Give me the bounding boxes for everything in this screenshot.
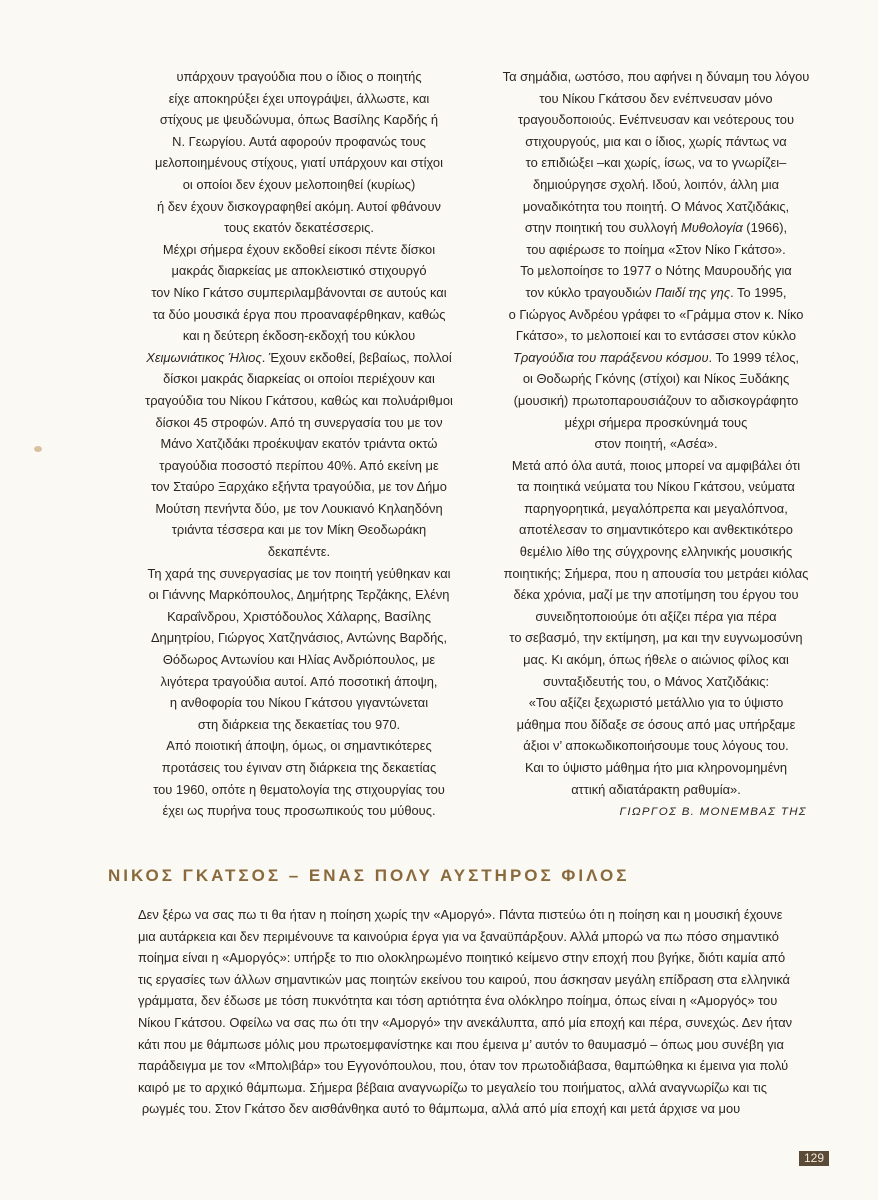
text-line: Και το ύψιστο μάθημα ήτο μια κληρονομημένη [524, 760, 788, 775]
text-line: δεκαπέντε. [267, 544, 331, 560]
text-line: ρωγμές του. Στον Γκάτσο δεν αισθάνθηκα αυτό το θάμπωμα, αλλά από μία εποχή και μετά άρχισε να μου [141, 1101, 741, 1117]
text-line: Θόδωρος Αντωνίου και Ηλίας Ανδριόπουλος, με [162, 652, 436, 668]
text-line: Νίκου Γκάτσου. Οφείλω να σας πω ότι την «Αμοργό» την ανεκάλυπτα, από μία εποχή και πέρα, συνεχώς. Δεν ήταν [138, 1014, 793, 1030]
text-line: ποιητικής; Σήμερα, που η απουσία του μετράει κιόλας [503, 565, 809, 581]
text-line: μακράς διαρκείας με αποκλειστικό στιχουργό [171, 263, 427, 279]
text-line: Γκάτσο», το μελοποιεί και το εντάσσει στον κύκλο [515, 328, 797, 344]
text-line: τις εργασίες των άλλων σημαντικών μας ποιητών εκείνου του καιρού, που άσκησαν μεγάλη επίδραση στα ελληνικά [138, 971, 790, 987]
text-line: κάτι που με θάμπωσε μόλις μου πρωτοεμφανίστηκε και που έμεινα μ’ αυτόν το θαυμασμό – όπως μου συνέβη για [138, 1036, 784, 1052]
paper-speck [34, 446, 42, 452]
text-line: λιγότερα τραγούδια αυτοί. Από ποσοτική άποψη, [160, 673, 438, 689]
section-title: ΝΙΚΟΣ ΓΚΑΤΣΟΣ – ΕΝΑΣ ΠΟΛΥ ΑΥΣΤΗΡΟΣ ΦΙΛΟΣ [108, 866, 630, 885]
text-line: Από ποιοτική άποψη, όμως, οι σημαντικότερες [166, 738, 432, 754]
text-line: και η δεύτερη έκδοση-εκδοχή του κύκλου [182, 328, 416, 344]
text-line: Χειμωνιάτικος Ήλιος. Έχουν εκδοθεί, βεβαίως, πολλοί [146, 349, 452, 365]
text-line: τον Νίκο Γκάτσο συμπεριλαμβάνονται σε αυτούς και [151, 284, 447, 300]
text-line: Τα σημάδια, ωστόσο, που αφήνει η δύναμη του λόγου [502, 69, 810, 84]
text-line: τους εκατόν δεκατέσσερις. [224, 220, 374, 236]
text-line: τα δύο μουσικά έργα που προαναφέρθηκαν, καθώς [152, 306, 446, 322]
text-line: οι Θοδωρής Γκόνης (στίχοι) και Νίκος Ξυδάκης [522, 371, 790, 387]
text-line: γράμματα, δεν έδωσε με τόση πυκνότητα και τόση αρτιότητα ένα ολόκληρο ποίημα, όπως είναι η «Αμοργός» του [138, 993, 778, 1009]
text-line: άξιοι ν’ αποκωδικοποιήσουμε τους λόγους του. [523, 738, 789, 754]
text-line: υπάρχουν τραγούδια που ο ίδιος ο ποιητής [176, 69, 422, 84]
text-line: Δεν ξέρω να σας πω τι θα ήταν η ποίηση χωρίς την «Αμοργό». Πάντα πιστεύω ότι η ποίηση και η μουσική έχουνε [138, 907, 783, 922]
text-line: Καραΐνδρου, Χριστόδουλος Χάλαρης, Βασίλης [167, 608, 431, 624]
text-line: Το μελοποίησε το 1977 ο Νότης Μαυρουδής για [520, 263, 792, 279]
text-line: Μούτση πενήντα δύο, με τον Λουκιανό Κηλαηδόνη [155, 500, 443, 516]
text-line: οι Γιάννης Μαρκόπουλος, Δημήτρης Τερζάκης, Ελένη [148, 587, 450, 603]
text-line: στην ποιητική του συλλογή Μυθολογία (1966), [524, 220, 788, 236]
text-line: προτάσεις του έγιναν στη διάρκεια της δεκαετίας [161, 760, 437, 775]
text-line: Μάνο Χατζιδάκι προέκυψαν εκατόν τριάντα οκτώ [160, 436, 438, 452]
text-line: θεμέλιο λίθο της σύγχρονης ελληνικής μουσικής [519, 544, 793, 560]
text-line: παρηγορητικά, μεγαλόπρεπα και μεγαλόπνοα, [524, 500, 788, 516]
text-line: μελοποιημένους στίχους, γιατί υπάρχουν και στίχοι [155, 155, 443, 171]
text-line: δέκα χρόνια, μαζί με την αποτίμηση του έργου του [513, 587, 799, 603]
text-line: παράδειγμα με τον «Μπολιβάρ» του Εγγονόπουλου, που, όταν τον πρωτοδιάβασα, θαμπώθηκα κι έμεινα για πολύ [138, 1058, 789, 1074]
text-line: ή δεν έχουν δισκογραφηθεί ακόμη. Αυτοί φθάνουν [157, 198, 441, 214]
text-line: συνταξιδευτής του, ο Μάνος Χατζιδάκις: [542, 673, 770, 689]
text-line: μας. Κι ακόμη, όπως ήθελε ο αιώνιος φίλος και [523, 652, 789, 668]
text-line: οι οποίοι δεν έχουν μελοποιηθεί (κυρίως) [182, 176, 416, 192]
text-line: τραγούδια ποσοστό περίπου 40%. Από εκείνη με [159, 457, 439, 473]
text-line: τα ποιητικά νεύματα του Νίκου Γκάτσου, νεύματα [517, 479, 795, 495]
text-line: τραγούδια του Νίκου Γκάτσου, καθώς και πολυάριθμοι [145, 392, 453, 408]
text-line: μέχρι σήμερα προσκύνημά τους [564, 414, 748, 430]
text-line: του αφιέρωσε το ποίημα «Στον Νίκο Γκάτσο». [526, 241, 786, 257]
text-line: είχε αποκηρύξει έχει υπογράψει, άλλωστε, και [168, 90, 430, 106]
text-line: τον Σταύρο Ξαρχάκο εξήντα τραγούδια, με τον Δήμο [151, 479, 447, 495]
text-line: το επιδιώξει –και χωρίς, ίσως, να το γνωρίζει– [525, 155, 787, 171]
text-line: ποίημα είναι η «Αμοργός»: υπήρξε το πιο ολοκληρωμένο ποιητικό κείμενο στην εποχή που βγήκε, διότι καμία από [138, 950, 786, 966]
author-signature: ΓΙΩΡΓΟΣ Β. ΜΟΝΕΜΒΑΣ ΤΗΣ [619, 806, 807, 819]
text-line: Μέχρι σήμερα έχουν εκδοθεί είκοσι πέντε δίσκοι [162, 241, 436, 257]
text-line: Δημητρίου, Γιώργος Χατζηνάσιος, Αντώνης Βαρδής, [150, 630, 448, 646]
text-line: «Του αξίζει ξεχωριστό μετάλλιο για το ύψιστο [528, 695, 784, 711]
text-line: δίσκοι 45 στροφών. Από τη συνεργασία του με τον [155, 414, 443, 430]
left-column [140, 66, 458, 822]
text-line: ο Γιώργος Ανδρέου γράφει το «Γράμμα στον κ. Νίκο [508, 306, 804, 322]
text-line: το σεβασμό, την εκτίμηση, μα και την ευγνωμοσύνη [509, 630, 803, 646]
text-line: τον κύκλο τραγουδιών Παιδί της γης. Το 1995, [525, 284, 787, 300]
page-number: 129 [799, 1151, 829, 1166]
text-line: μια αυτάρκεια και δεν περιμένουνε τα καινούρια έργα για να ξαναϋπάρξουν. Αλλά μπορώ να πω πόσο σημαντικό [138, 928, 779, 944]
essay-body [138, 904, 793, 1120]
text-line: τριάντα τέσσερα και με τον Μίκη Θεοδωράκη [171, 522, 427, 538]
text-line: μοναδικότητα του ποιητή. Ο Μάνος Χατζιδάκις, [522, 198, 790, 214]
text-line: του 1960, οπότε η θεματολογία της στιχουργίας του [153, 781, 445, 797]
text-line: στιχουργούς, μια και ο ίδιος, χωρίς πάντως να [525, 133, 787, 149]
text-line: δίσκοι μακράς διαρκείας οι οποίοι περιέχουν και [163, 371, 435, 387]
text-line: στη διάρκεια της δεκαετίας του 970. [197, 716, 401, 732]
text-line: τραγουδοποιούς. Ενέπνευσαν και νεότερους του [517, 112, 795, 128]
text-line: του Νίκου Γκάτσου δεν ενέπνευσαν μόνο [539, 90, 773, 106]
text-line: στίχους με ψευδώνυμα, όπως Βασίλης Καρδής ή [159, 112, 439, 128]
text-line: Ν. Γεωργίου. Αυτά αφορούν προφανώς τους [172, 133, 426, 149]
text-line: στον ποιητή, «Ασέα». [594, 436, 718, 452]
text-line: έχει ως πυρήνα τους προσωπικούς του μύθους. [162, 803, 436, 819]
text-line: δημιούργησε σχολή. Ιδού, λοιπόν, άλλη μια [532, 176, 780, 192]
text-line: η ανθοφορία του Νίκου Γκάτσου γιγαντώνεται [169, 695, 429, 711]
text-line: συνειδητοποιούμε ότι αξίζει πέρα για πέρα [535, 608, 777, 624]
text-line: μάθημα που δίδαξε σε όσους από μας υπήρξαμε [516, 716, 796, 732]
text-line: Τη χαρά της συνεργασίας με τον ποιητή γεύθηκαν και [147, 565, 451, 581]
right-column [497, 66, 815, 824]
text-line: Μετά από όλα αυτά, ποιος μπορεί να αμφιβάλει ότι [511, 457, 801, 473]
text-line: καιρό με το αρχικό θάμπωμα. Σήμερα βέβαια αναγνωρίζω το μεγαλείο του ποιήματος, αλλά αναγνωρίζω και τις [138, 1079, 767, 1095]
text-line: (μουσική) πρωτοπαρουσιάζουν το αδισκογράφητο [513, 392, 799, 408]
text-line: Τραγούδια του παράξενου κόσμου. Το 1999 τέλος, [513, 349, 799, 365]
text-line: αττική αδιατάρακτη ραθυμία». [571, 781, 741, 797]
text-line: αποτέλεσαν το σημαντικότερο και ανθεκτικότερο [519, 522, 793, 538]
